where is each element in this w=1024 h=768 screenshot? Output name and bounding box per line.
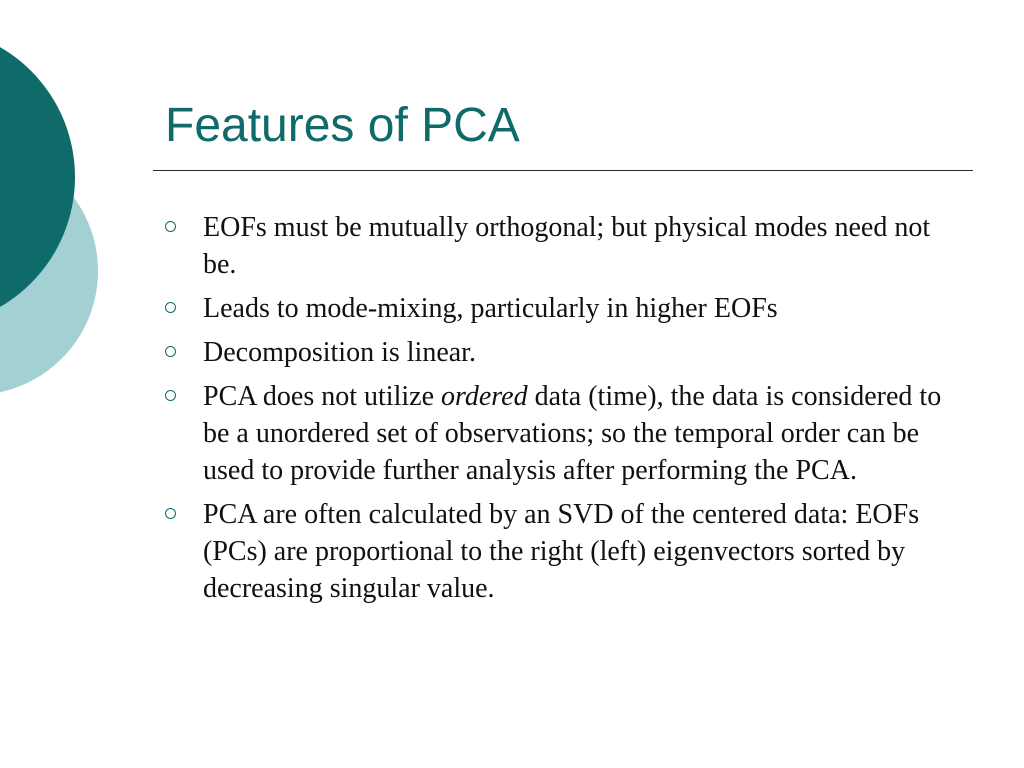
slide-title: Features of PCA [165, 99, 520, 152]
hollow-circle-icon [165, 221, 176, 232]
bullet-text-after: data (time), the data is considered to be a unordered set of observations; so the temporal order can be used to provide further analysis after performing the PCA. [203, 381, 942, 486]
title-divider [153, 170, 973, 171]
bullet-list [165, 209, 970, 614]
hollow-circle-icon [165, 508, 176, 519]
bullet-item-ordered-data [165, 378, 970, 489]
bullet-text: PCA are often calculated by an SVD of the centered data: EOFs (PCs) are proportional to the right (left) eigenvectors sorted by decreasing singular value. [203, 499, 920, 604]
bullet-item-mode-mixing [165, 290, 970, 327]
bullet-text-before: PCA does not utilize [203, 381, 441, 412]
hollow-circle-icon [165, 346, 176, 357]
bullet-text-emphasis: ordered [441, 381, 528, 412]
bullet-item-linear [165, 334, 970, 371]
hollow-circle-icon [165, 390, 176, 401]
bullet-text: Leads to mode-mixing, particularly in higher EOFs [203, 293, 778, 324]
bullet-text: EOFs must be mutually orthogonal; but physical modes need not be. [203, 212, 931, 280]
bullet-item-svd [165, 496, 970, 607]
bullet-text: Decomposition is linear. [203, 337, 476, 368]
hollow-circle-icon [165, 302, 176, 313]
bullet-text [203, 381, 941, 486]
bullet-item-orthogonal [165, 209, 970, 283]
